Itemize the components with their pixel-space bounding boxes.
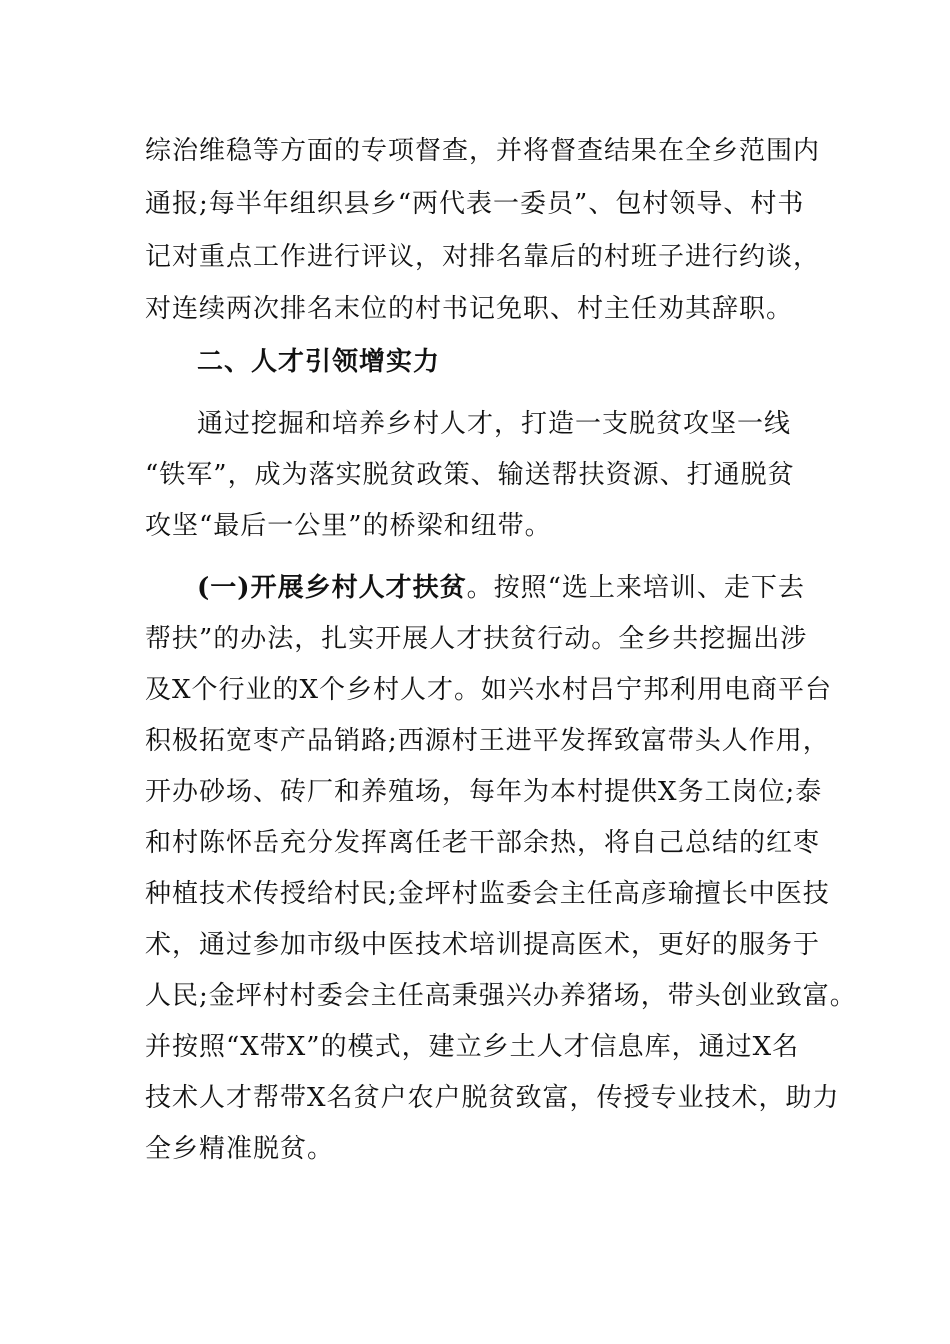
paragraph-line: 人民;金坪村村委会主任高秉强兴办养猪场，带头创业致富。 xyxy=(145,981,857,1011)
paragraph-line: 综治维稳等方面的专项督查，并将督查结果在全乡范围内 xyxy=(145,136,821,166)
paragraph-line: “铁军”，成为落实脱贫政策、输送帮扶资源、打通脱贫 xyxy=(145,460,795,490)
paragraph-line: 和村陈怀岳充分发挥离任老干部余热，将自己总结的红枣 xyxy=(145,828,821,858)
subsection-heading: (一)开展乡村人才扶贫 xyxy=(197,573,467,603)
paragraph-line: 积极拓宽枣产品销路;西源村王进平发挥致富带头人作用， xyxy=(145,726,830,756)
paragraph-line: 及X个行业的X个乡村人才。如兴水村吕宁邦利用电商平台 xyxy=(145,675,833,705)
paragraph-line: 技术人才帮带X名贫户农户脱贫致富，传授专业技术，助力 xyxy=(145,1083,840,1113)
paragraph-line: 帮扶”的办法，扎实开展人才扶贫行动。全乡共挖掘出涉 xyxy=(145,624,808,654)
paragraph-line: 攻坚“最后一公里”的桥梁和纽带。 xyxy=(145,511,552,541)
paragraph-line: 全乡精准脱贫。 xyxy=(145,1134,335,1164)
paragraph-line: 对连续两次排名末位的村书记免职、村主任劝其辞职。 xyxy=(145,294,794,324)
paragraph-line: 种植技术传授给村民;金坪村监委会主任高彦瑜擅长中医技 xyxy=(145,879,830,909)
paragraph-line: 通报;每半年组织县乡“两代表一委员”、包村领导、村书 xyxy=(145,189,805,219)
paragraph-line: 开办砂场、砖厂和养殖场，每年为本村提供X务工岗位;泰 xyxy=(145,777,823,807)
section-heading: 二、人才引领增实力 xyxy=(197,347,441,377)
paragraph-line: 并按照“X带X”的模式，建立乡土人才信息库，通过X名 xyxy=(145,1032,800,1062)
paragraph-text: 。按照“选上来培训、走下去 xyxy=(466,573,805,603)
paragraph-line: 通过挖掘和培养乡村人才，打造一支脱贫攻坚一线 xyxy=(197,409,792,439)
paragraph-line: 术，通过参加市级中医技术培训提高医术，更好的服务于 xyxy=(145,930,821,960)
paragraph-first-line xyxy=(197,573,805,603)
paragraph-line: 记对重点工作进行评议，对排名靠后的村班子进行约谈， xyxy=(145,242,821,272)
